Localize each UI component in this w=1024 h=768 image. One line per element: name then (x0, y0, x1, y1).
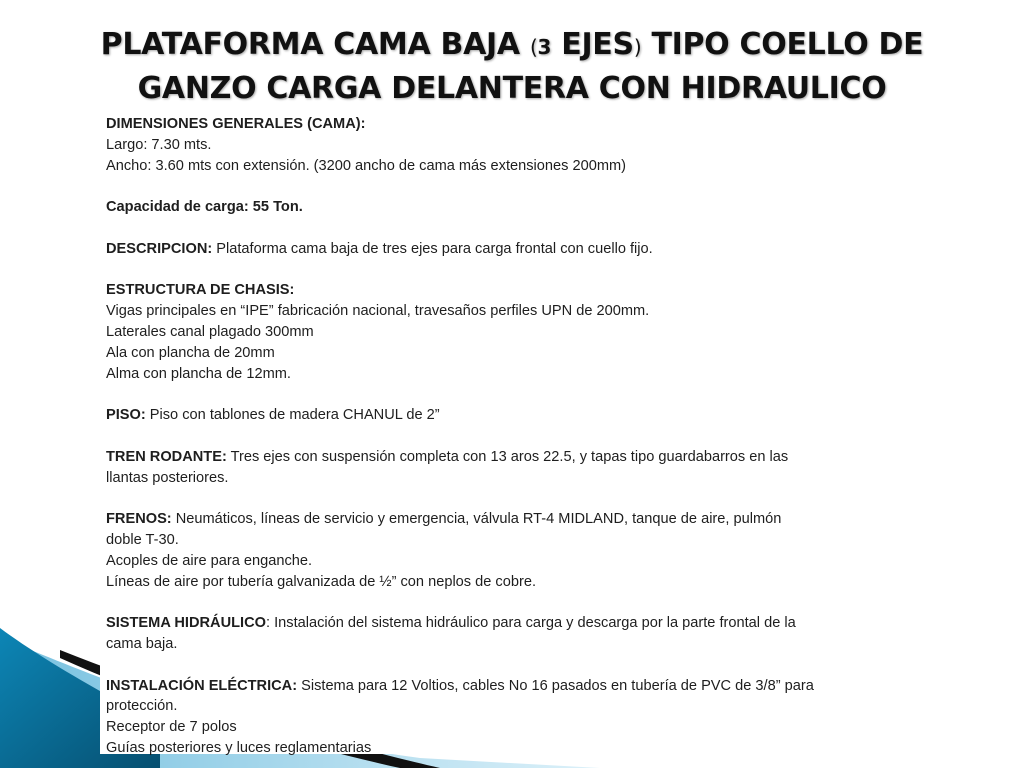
page-title (40, 24, 984, 110)
title-line-1 (101, 27, 924, 62)
spacer (106, 218, 900, 239)
hidraulico-text-1: : Instalación del sistema hidráulico para carga y descarga por la parte frontal de la (266, 615, 796, 632)
spacer (106, 176, 900, 197)
title-paren-close: ) (633, 35, 642, 59)
tren-text-2: llantas posteriores. (106, 469, 229, 486)
hidraulico-paragraph (106, 613, 900, 634)
hidraulico-text-2: cama baja. (106, 635, 178, 652)
capacidad-label: Capacidad de carga: 55 Ton. (106, 199, 303, 216)
title-text-b: EJES (551, 27, 634, 62)
frenos-line: Acoples de aire para enganche. (106, 552, 313, 569)
spacer (106, 260, 900, 281)
descripcion-paragraph (106, 239, 900, 260)
frenos-text-1: Neumáticos, líneas de servicio y emergencia, válvula RT-4 MIDLAND, tanque de aire, pulmón (171, 511, 782, 528)
dimensiones-heading: DIMENSIONES GENERALES (CAMA): (106, 116, 366, 132)
title-text-a: PLATAFORMA CAMA BAJA (100, 27, 530, 62)
descripcion-text: Plataforma cama baja de tres ejes para carga frontal con cuello fijo. (212, 240, 653, 257)
frenos-text-2: doble T-30. (106, 531, 179, 548)
estructura-line: Laterales canal plagado 300mm (106, 323, 314, 340)
electrica-paragraph (106, 676, 900, 697)
spacer (106, 488, 900, 509)
estructura-line: Ala con plancha de 20mm (106, 344, 275, 361)
estructura-heading: ESTRUCTURA DE CHASIS: (106, 282, 295, 299)
tren-text-1: Tres ejes con suspensión completa con 13 aros 22.5, y tapas tipo guardabarros en las (226, 448, 789, 465)
electrica-text-1: Sistema para 12 Voltios, cables No 16 pasados en tubería de PVC de 3/8” para (297, 677, 814, 694)
piso-paragraph (106, 405, 900, 426)
piso-text: Piso con tablones de madera CHANUL de 2” (145, 407, 440, 424)
hidraulico-label: SISTEMA HIDRÁULICO (106, 615, 266, 632)
spacer (106, 655, 900, 676)
spacer (106, 384, 900, 405)
spec-content (100, 114, 900, 754)
tren-paragraph (106, 447, 900, 468)
spacer (106, 592, 900, 613)
electrica-line: Receptor de 7 polos (106, 719, 237, 736)
title-line-2: GANZO CARGA DELANTERA CON HIDRAULICO (137, 71, 887, 106)
frenos-line: Líneas de aire por tubería galvanizada de ½” con neplos de cobre. (106, 573, 536, 590)
dimensiones-largo: Largo: 7.30 mts. (106, 136, 212, 153)
electrica-line: Guías posteriores y luces reglamentarias (106, 739, 372, 756)
title-paren-open: ( (529, 35, 538, 59)
frenos-paragraph (106, 509, 900, 530)
frenos-label: FRENOS: (106, 511, 172, 528)
estructura-line: Alma con plancha de 12mm. (106, 365, 291, 382)
electrica-label: INSTALACIÓN ELÉCTRICA: (106, 677, 298, 694)
electrica-text-2: protección. (106, 698, 178, 715)
estructura-line: Vigas principales en “IPE” fabricación nacional, travesaños perfiles UPN de 200mm. (106, 303, 650, 320)
descripcion-label: DESCRIPCION: (106, 240, 213, 257)
spacer (106, 426, 900, 447)
title-text-c: TIPO COELLO DE (641, 27, 924, 62)
dimensiones-ancho: Ancho: 3.60 mts con extensión. (3200 ancho de cama más extensiones 200mm) (106, 157, 626, 174)
piso-label: PISO: (106, 407, 146, 424)
tren-label: TREN RODANTE: (106, 448, 227, 465)
title-axle-count: 3 (537, 35, 552, 59)
